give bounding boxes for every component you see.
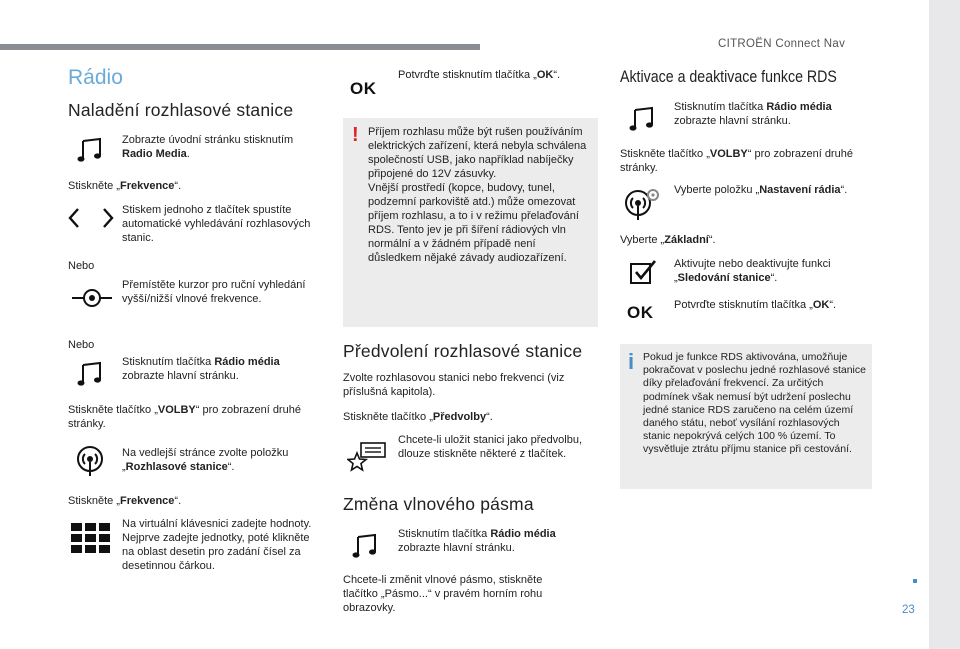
top-rule bbox=[0, 44, 480, 50]
star-preset-icon bbox=[347, 440, 387, 474]
press-presets: Stiskněte tlačítko „Předvolby“. bbox=[343, 411, 493, 423]
or-label-1: Nebo bbox=[68, 260, 95, 272]
page-marker bbox=[913, 579, 917, 583]
info-icon: i bbox=[628, 349, 635, 374]
press-options-1: Stiskněte tlačítko „VOLBY“ pro zobrazení druhé stránky. bbox=[68, 404, 301, 430]
chevrons-left-right-icon bbox=[66, 203, 116, 233]
music-note-icon bbox=[624, 104, 660, 134]
checkbox-icon bbox=[628, 257, 658, 287]
rds-step-follow-station: Aktivujte nebo deaktivujte funkci „Sledování stanice“. bbox=[674, 258, 831, 284]
press-frequency-2: Stiskněte „Frekvence“. bbox=[68, 495, 182, 507]
band-text: Chcete-li změnit vlnové pásmo, stiskněte tlačítko „Pásmo...“ v pravém horním rohu obrazovky. bbox=[343, 574, 543, 614]
heading-tuning: Naladění rozhlasové stanice bbox=[68, 100, 294, 120]
or-label-2: Nebo bbox=[68, 339, 95, 351]
press-frequency-1: Stiskněte „Frekvence“. bbox=[68, 180, 182, 192]
band-step: Stisknutím tlačítka Rádio média zobrazte hlavní stránku. bbox=[398, 528, 556, 554]
step-auto-search: Stiskem jednoho z tlačítek spustíte automatické vyhledávání rozhlasových stanic. bbox=[122, 204, 311, 244]
heading-presets: Předvolení rozhlasové stanice bbox=[343, 341, 583, 361]
warning-icon: ! bbox=[352, 124, 359, 146]
keypad-icon bbox=[70, 522, 112, 554]
step-virtual-keyboard: Na virtuální klávesnici zadejte hodnoty. Nejprve zadejte jednotky, poté klikněte na oblast desetin pro zadání čísel za desetinnou čárkou. bbox=[122, 518, 312, 572]
page-number: 23 bbox=[902, 604, 915, 616]
tuning-slider-icon bbox=[70, 285, 114, 311]
step-select-stations: Na vedlejší stránce zvolte položku „Rozhlasové stanice“. bbox=[122, 447, 289, 473]
press-options-2: Stiskněte tlačítko „VOLBY“ pro zobrazení druhé stránky. bbox=[620, 148, 853, 174]
info-text: Pokud je funkce RDS aktivována, umožňuje pokračovat v poslechu jedné rozhlasové stanice díky přelaďování frekvencí. Za určitých podmínek však nemusí být udržení poslechu jedné stanice RDS zaručeno na celém území daného státu, neboť vysílání rozhlasových stanic nepokrývá celých 100 % území. To vysvětluje ztrátu příjmu stanice při cestování. bbox=[643, 351, 866, 456]
step-manual-tune: Přemístěte kurzor pro ruční vyhledání vyšší/nižší vlnové frekvence. bbox=[122, 279, 306, 305]
section-label: Rádio bbox=[68, 66, 123, 89]
warning-text: Příjem rozhlasu může být rušen používáním elektrických zařízení, která nebyla schválena společností USB, jako například nabíječky připojené do 12V zásuvky. Vnější prostředí (kopce, budovy, tunel, podzemní parkoviště atd.) může omezovat příjem rozhlasu, a to i v režimu přelaďování RDS. Tento jev je při šíření rádiových vln normální a v žádném případě není důsledkem nějaké závady audiozařízení. bbox=[368, 126, 587, 264]
ok-button-icon: OK bbox=[350, 79, 377, 98]
music-note-icon bbox=[72, 359, 108, 389]
presets-step: Chcete-li uložit stanici jako předvolbu, dlouze stiskněte některé z tlačítek. bbox=[398, 434, 583, 460]
rds-step-radio-settings: Vyberte položku „Nastavení rádia“. bbox=[674, 184, 848, 196]
radio-settings-icon bbox=[622, 187, 662, 221]
step-radio-media: Stisknutím tlačítka Rádio média zobrazte hlavní stránku. bbox=[122, 356, 280, 382]
brand-label: CITROËN Connect Nav bbox=[718, 38, 846, 50]
music-note-icon bbox=[347, 531, 383, 561]
heading-rds: Aktivace a deaktivace funkce RDS bbox=[620, 68, 837, 86]
heading-band: Změna vlnového pásma bbox=[343, 494, 534, 514]
ok-button-icon-2: OK bbox=[627, 303, 654, 322]
side-strip bbox=[929, 0, 960, 649]
step-open-radio: Zobrazte úvodní stránku stisknutím Radio Media. bbox=[122, 134, 294, 160]
select-basic: Vyberte „Základní“. bbox=[620, 234, 716, 246]
step-confirm-ok: Potvrďte stisknutím tlačítka „OK“. bbox=[398, 69, 561, 81]
radio-antenna-icon bbox=[72, 444, 108, 478]
rds-step-radio-media: Stisknutím tlačítka Rádio média zobrazte hlavní stránku. bbox=[674, 101, 832, 127]
presets-intro: Zvolte rozhlasovou stanici nebo frekvenci (viz příslušná kapitola). bbox=[343, 372, 565, 398]
music-note-icon bbox=[72, 135, 108, 165]
rds-step-confirm-ok: Potvrďte stisknutím tlačítka „OK“. bbox=[674, 299, 837, 311]
